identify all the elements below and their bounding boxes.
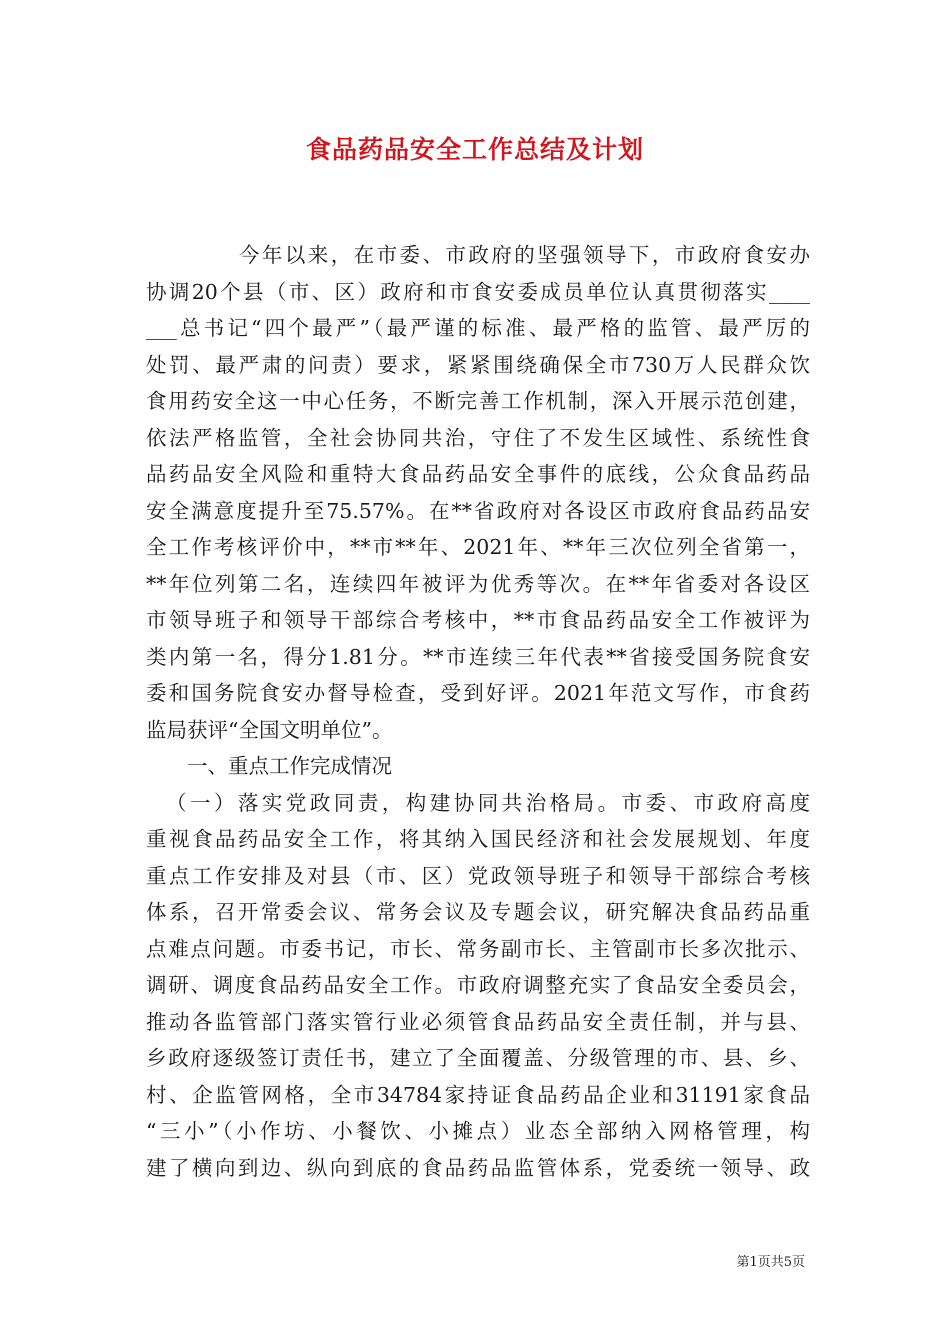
- text-line: 村、企监管网格，全市34784家持证食品药品企业和31191家食品: [146, 1082, 810, 1107]
- text-line: 重点工作安排及对县（市、区）党政领导班子和领导干部综合考核: [146, 863, 810, 888]
- text-line: 委和国务院食安办督导检查，受到好评。2021年范文写作，市食药: [146, 681, 810, 705]
- text-line: 今年以来，在市委、市政府的坚强领导下，市政府食安办: [239, 243, 810, 267]
- text-line: 类内第一名，得分1.81分。**市连续三年代表**省接受国务院食安: [146, 644, 810, 669]
- text-line: 协调20个县（市、区）政府和市食安委成员单位认真贯彻落实____: [146, 279, 810, 304]
- text-line: ___总书记“四个最严”（最严谨的标准、最严格的监管、最严厉的: [146, 316, 810, 340]
- text-line: 安全满意度提升至75.57%。在**省政府对各设区市政府食品药品安: [146, 498, 810, 523]
- text-line: 建了横向到边、纵向到底的食品药品监管体系，党委统一领导、政: [146, 1155, 810, 1180]
- text-line: **年位列第二名，连续四年被评为优秀等次。在**年省委对各设区: [146, 571, 810, 596]
- text-line: 重视食品药品安全工作，将其纳入国民经济和社会发展规划、年度: [146, 827, 810, 851]
- text-line: 乡政府逐级签订责任书，建立了全面覆盖、分级管理的市、县、乡、: [146, 1046, 810, 1070]
- document-title: 食品药品安全工作总结及计划: [305, 135, 644, 164]
- text-line: “三小”（小作坊、小餐饮、小摊点）业态全部纳入网格管理，构: [146, 1119, 810, 1143]
- text-line: 体系，召开常委会议、常务会议及专题会议，研究解决食品药品重: [146, 900, 810, 924]
- text-line: 品药品安全风险和重特大食品药品安全事件的底线，公众食品药品: [146, 462, 810, 486]
- document-body: [146, 237, 810, 1186]
- text-line: 依法严格监管，全社会协同共治，守住了不发生区域性、系统性食: [146, 425, 810, 450]
- text-line: 市领导班子和领导干部综合考核中，**市食品药品安全工作被评为: [146, 608, 810, 632]
- text-line: 全工作考核评价中，**市**年、2021年、**年三次位列全省第一，: [146, 535, 810, 559]
- text-line: 推动各监管部门落实管行业必须管食品药品安全责任制，并与县、: [146, 1009, 810, 1034]
- text-line: 食用药安全这一中心任务，不断完善工作机制，深入开展示范创建，: [146, 389, 810, 413]
- text-line: 点难点问题。市委书记，市长、常务副市长、主管副市长多次批示、: [146, 936, 810, 961]
- text-line: （一）落实党政同责，构建协同共治格局。市委、市政府高度: [166, 790, 810, 815]
- text-line: 调研、调度食品药品安全工作。市政府调整充实了食品安全委员会，: [146, 973, 810, 997]
- text-line: 处罚、最严肃的问责）要求，紧紧围绕确保全市730万人民群众饮: [146, 352, 810, 377]
- text-line: 一、重点工作完成情况: [187, 754, 392, 778]
- text-line: 监局获评“全国文明单位”。: [146, 717, 393, 742]
- page-number: 第1页共5页: [736, 1255, 805, 1270]
